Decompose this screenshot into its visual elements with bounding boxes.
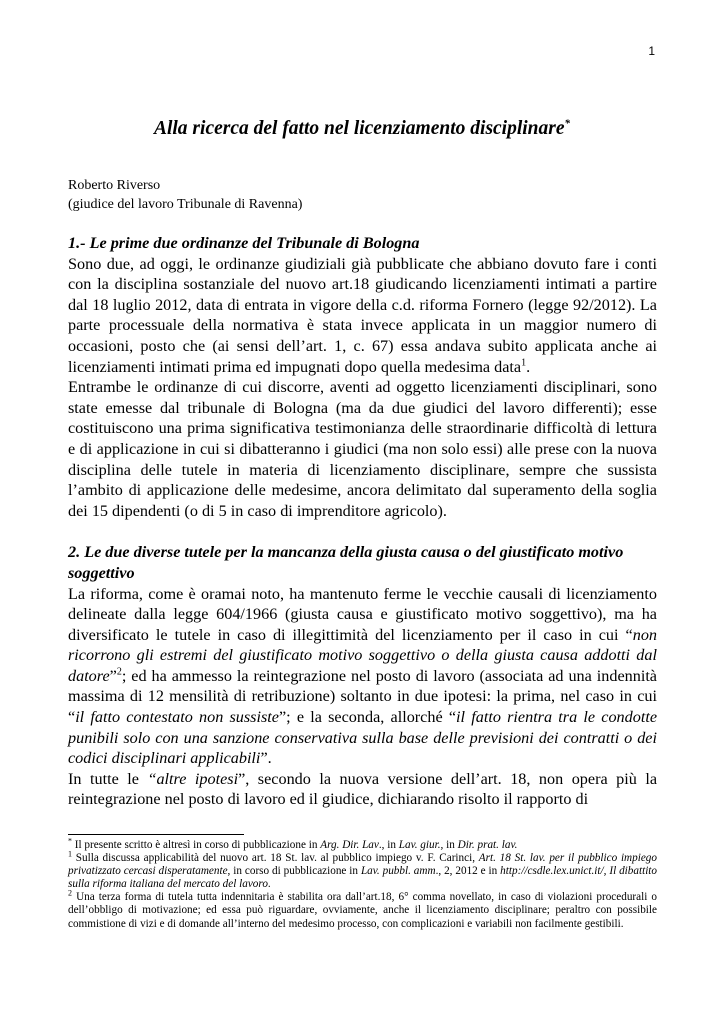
footnote-2	[68, 888, 657, 930]
paragraph-text: Sono due, ad oggi, le ordinanze giudiziali già pubblicate che abbiano dovuto fare i conti con la disciplina sostanziale del nuovo art.18 giudicando licenziamenti intimati a partire dal 18 luglio 2012, data di entrata in vigore della c.d. riforma Fornero (legge 92/2012). La parte processuale della normativa è stata invece applicata in un maggior numero di occasioni, posto che (ai sensi dell’art. 1, c. 67) essa andava subito applicata anche ai licenziamenti intimati prima ed impugnati dopo quella medesima data	[68, 254, 657, 376]
footnote-text: ., in	[378, 839, 399, 851]
paragraph-text: .	[526, 357, 531, 376]
section-gap	[68, 521, 657, 542]
paragraph-text: ”	[109, 666, 117, 685]
section-2-paragraph-2	[68, 769, 657, 810]
footnote-citation: http://csdle.lex.unict.it/, Il dibattito sulla riforma italiana del mercato del lavoro	[68, 865, 658, 891]
footnote-text: Sulla discussa applicabilità del nuovo art. 18 St. lav. al pubblico impiego v. F. Carinci,	[72, 852, 479, 865]
footnote-text: , in corso di pubblicazione in	[227, 865, 361, 878]
footnote-text: in	[443, 839, 458, 851]
footnote-citation: Arg. Dir. Lav	[320, 839, 379, 851]
footnote-mark: 1	[68, 849, 72, 859]
footnote-text: ., 2, 2012 e in	[435, 865, 501, 878]
author-name: Roberto Riverso	[68, 178, 161, 193]
page-number: 1	[648, 44, 655, 58]
paragraph-text: In tutte le	[68, 769, 148, 788]
footnote-text: Il presente scritto è altresì in corso di pubblicazione in	[72, 839, 321, 851]
quoted-text: “altre ipotesi	[147, 769, 239, 788]
footnote-citation: Lav. giur.,	[398, 839, 444, 851]
footnote-1	[68, 849, 658, 891]
footnote-text: .	[267, 878, 271, 891]
author-role: (giudice del lavoro Tribunale di Ravenna)	[68, 197, 303, 212]
footnote-separator	[68, 834, 244, 835]
author-block	[68, 176, 658, 214]
footnote-mark: *	[68, 836, 72, 846]
footnote-citation: Dir. prat. lav.	[457, 839, 518, 851]
paragraph-text: La riforma, come è oramai noto, ha mantenuto ferme le vecchie causali di licenziamento delineate dalla legge 604/1966 (giusta causa e giustificato motivo soggettivo), ma ha diversificato le tutele in caso di illegittimità del licenziamento per il caso in cui “	[68, 584, 657, 644]
title-footnote-mark: *	[564, 117, 571, 130]
footnote-ref-1: 1	[521, 357, 527, 369]
paragraph-text: ”.	[260, 749, 272, 768]
section-2-paragraph-1	[68, 584, 657, 769]
quoted-text: il fatto rientra tra le condotte punibili solo con una sanzione conservativa sulla base delle previsioni dei contratti o dei codici disciplinari applicabili	[68, 708, 657, 768]
section-1-heading: 1.- Le prime due ordinanze del Tribunale di Bologna	[68, 234, 420, 252]
title-text: Alla ricerca del fatto nel licenziamento disciplinare	[153, 118, 565, 139]
quoted-text: il fatto contestato non sussiste	[75, 708, 279, 727]
footnote-ref-2: 2	[116, 666, 122, 678]
footnote-star	[68, 836, 657, 852]
body-text	[68, 233, 657, 810]
paragraph-text: ”, secondo la nuova versione dell’art. 18, non opera più la reintegrazione nel posto di lavoro ed il giudice, dichiarando risolto il rapporto di	[68, 769, 658, 809]
section-1-paragraph-1	[68, 254, 657, 378]
section-2-heading: 2. Le due diverse tutele per la mancanza della giusta causa o del giustificato motivo soggettivo	[68, 543, 624, 582]
paragraph-text: ; ed ha ammesso la reintegrazione nel posto di lavoro (associata ad una indennità massima di 12 mensilità di retribuzione) soltanto in due ipotesi: la prima, nel caso in cui “	[68, 666, 657, 727]
footnotes	[68, 836, 658, 931]
footnote-text: Una terza forma di tutela tutta indennitaria è stabilita ora dall’art.18, 6° comma novellato, in caso di violazioni procedurali o dell’obbligo di motivazione; ed essa può riguardare, ovviamente, anche il licenziamento disciplinare; peraltro con possibile commistione di vizi e di domande all’interno del medesimo processo, con complicazioni e variabili non facilmente gestibili.	[68, 891, 657, 930]
paragraph-text: ”; e la seconda, allorché “	[278, 708, 457, 727]
document-title	[68, 118, 656, 140]
quoted-text: non ricorrono gli estremi del giustificato motivo soggettivo o della giusta causa addotti dal datore	[68, 625, 657, 685]
footnote-citation: Art. 18 St. lav. per il pubblico impiego privatizzato cercasi disperatamente	[68, 852, 657, 878]
section-1-paragraph-2: Entrambe le ordinanze di cui discorre, aventi ad oggetto licenziamenti disciplinari, sono state emesse dal tribunale di Bologna (ma da due giudici del lavoro differenti); esse costituiscono una prima significativa testimonianza delle straordinarie difficoltà di lettura e di applicazione in cui si dibatteranno i giudici (ma non solo essi) alle prese con la nuova disciplina delle tutele in materia di licenziamento disciplinare, sempre che sussista l’ambito di applicazione delle medesime, ancora delimitato dal superamento della soglia dei 15 dipendenti (o di 5 in caso di imprenditore agricolo).	[68, 378, 657, 520]
footnote-mark: 2	[68, 888, 72, 898]
footnote-citation: Lav. pubbl. amm	[360, 865, 436, 878]
